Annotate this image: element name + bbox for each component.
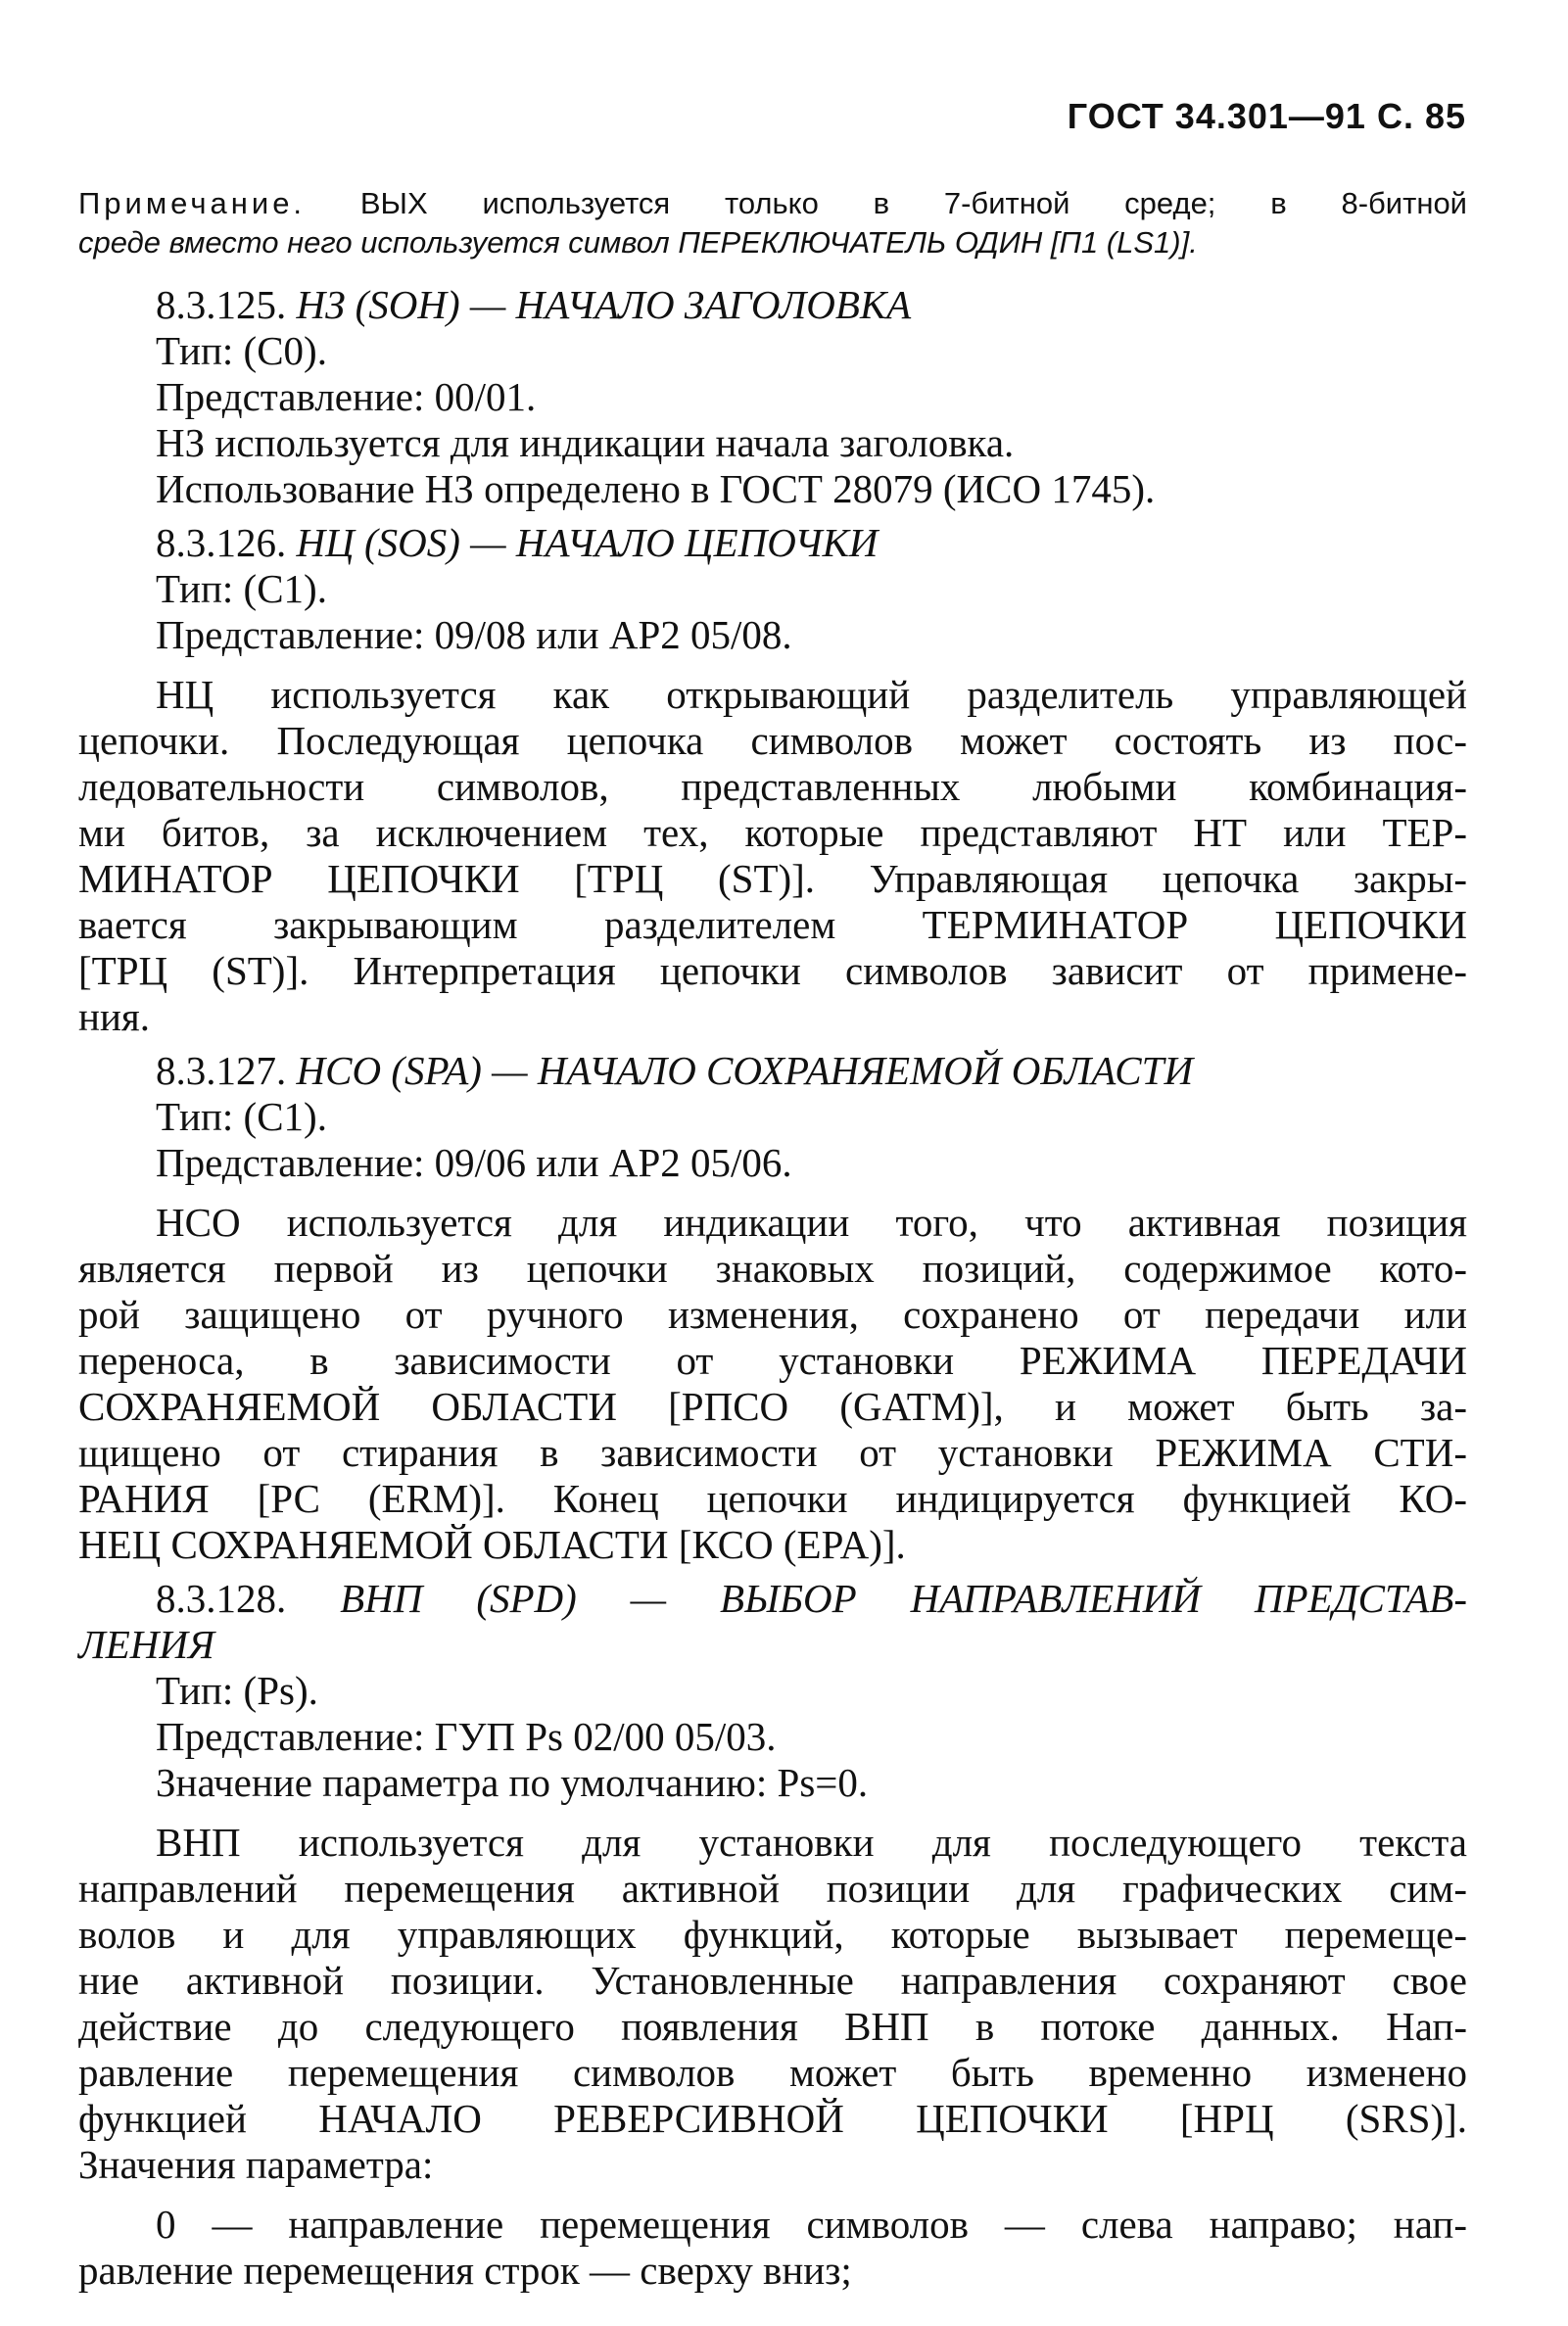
section-line: Представление: ГУП Ps 02/00 05/03. [156, 1714, 777, 1759]
section-line: Тип: (C0). [156, 328, 327, 373]
section-heading [78, 520, 1467, 566]
section-line: Тип: (C1). [156, 566, 327, 611]
section-line: Представление: 00/01. [156, 374, 537, 419]
paragraph-line: ми битов, за исключением тех, которые представляют НТ или ТЕР- [78, 810, 1467, 855]
paragraph-line: действие до следующего появления ВНП в потоке данных. Нап- [78, 2004, 1467, 2049]
paragraph-line: ВНП используется для установки для последующего текста [156, 1820, 1467, 1865]
paragraph-line: ние активной позиции. Установленные направления сохраняют свое [78, 1958, 1467, 2003]
paragraph-line: функцией НАЧАЛО РЕВЕРСИВНОЙ ЦЕПОЧКИ [НРЦ (SRS)]. [78, 2096, 1467, 2141]
section-line: Тип: (C1). [156, 1094, 327, 1139]
paragraph-line: равление перемещения символов может быть временно изменено [78, 2050, 1467, 2095]
note-line-2: среде вместо него используется символ ПЕРЕКЛЮЧАТЕЛЬ ОДИН [П1 (LS1)]. [78, 225, 1198, 260]
note-lead: Примечание. [78, 186, 307, 220]
section-number: 8.3.125. [156, 282, 287, 327]
paragraph-line: переноса, в зависимости от установки РЕЖИМА ПЕРЕДАЧИ [78, 1338, 1467, 1383]
paragraph-line: направлений перемещения активной позиции для графических сим- [78, 1866, 1467, 1911]
section-heading [78, 1048, 1467, 1094]
content [78, 274, 1467, 2294]
paragraph-line: НЕЦ СОХРАНЯЕМОЙ ОБЛАСТИ [КСО (EPA)]. [78, 1522, 906, 1567]
paragraph-line: цепочки. Последующая цепочка символов может состоять из пос- [78, 718, 1467, 763]
page-header: ГОСТ 34.301—91 С. 85 [1067, 96, 1466, 136]
section-number: 8.3.128. [156, 1576, 287, 1621]
paragraph [78, 672, 1467, 1040]
section-title: НСО (SPA) — НАЧАЛО СОХРАНЯЕМОЙ ОБЛАСТИ [296, 1048, 1194, 1093]
paragraph-line: РАНИЯ [РС (ERM)]. Конец цепочки индицируется функцией КО- [78, 1476, 1467, 1521]
section-line: Значение параметра по умолчанию: Ps=0. [156, 1760, 869, 1805]
section-line: Использование НЗ определено в ГОСТ 28079 (ИСО 1745). [156, 466, 1156, 511]
section-title-continuation [78, 1622, 1467, 1668]
section-title-cont: ЛЕНИЯ [78, 1622, 214, 1667]
paragraph-line: ледовательности символов, представленных любыми комбинация- [78, 764, 1467, 809]
section-title: НЦ (SOS) — НАЧАЛО ЦЕПОЧКИ [296, 520, 879, 565]
paragraph-line: НЦ используется как открывающий разделитель управляющей [156, 672, 1467, 717]
section-number: 8.3.126. [156, 520, 287, 565]
section-line: Представление: 09/08 или АР2 05/08. [156, 612, 792, 657]
section-heading [78, 1576, 1467, 1622]
note [78, 184, 1467, 262]
paragraph [78, 2202, 1467, 2294]
paragraph-line: вается закрывающим разделителем ТЕРМИНАТОР ЦЕПОЧКИ [78, 902, 1467, 947]
paragraph [78, 1200, 1467, 1568]
note-line-1 [78, 184, 1467, 223]
section-title: НЗ (SOH) — НАЧАЛО ЗАГОЛОВКА [296, 282, 912, 327]
paragraph-line: щищено от стирания в зависимости от установки РЕЖИМА СТИ- [78, 1430, 1467, 1475]
paragraph-line: МИНАТОР ЦЕПОЧКИ [ТРЦ (ST)]. Управляющая цепочка закры- [78, 856, 1467, 901]
paragraph-line: НСО используется для индикации того, что активная позиция [156, 1200, 1467, 1245]
paragraph-line: ния. [78, 994, 150, 1039]
paragraph [78, 1820, 1467, 2188]
paragraph-line: волов и для управляющих функций, которые вызывает перемеще- [78, 1912, 1467, 1957]
paragraph-line: 0 — направление перемещения символов — слева направо; нап- [156, 2202, 1467, 2247]
section-title: ВНП (SPD) — ВЫБОР НАПРАВЛЕНИЙ ПРЕДСТАВ- [340, 1576, 1467, 1621]
paragraph-line: [ТРЦ (ST)]. Интерпретация цепочки символов зависит от примене- [78, 948, 1467, 993]
section-line: НЗ используется для индикации начала заголовка. [156, 420, 1015, 465]
paragraph-line: СОХРАНЯЕМОЙ ОБЛАСТИ [РПСО (GATM)], и может быть за- [78, 1384, 1467, 1429]
section-heading [78, 282, 1467, 328]
paragraph-line: является первой из цепочки знаковых позиций, содержимое кото- [78, 1246, 1467, 1291]
section-number: 8.3.127. [156, 1048, 287, 1093]
section-line: Тип: (Ps). [156, 1668, 318, 1713]
paragraph-line: Значения параметра: [78, 2142, 434, 2187]
paragraph-line: рой защищено от ручного изменения, сохранено от передачи или [78, 1292, 1467, 1337]
note-line-1-text: ВЫХ используется только в 7-битной среде; в 8-битной [306, 186, 1467, 220]
section-line: Представление: 09/06 или АР2 05/06. [156, 1140, 792, 1185]
paragraph-line: равление перемещения строк — сверху вниз; [78, 2248, 852, 2293]
